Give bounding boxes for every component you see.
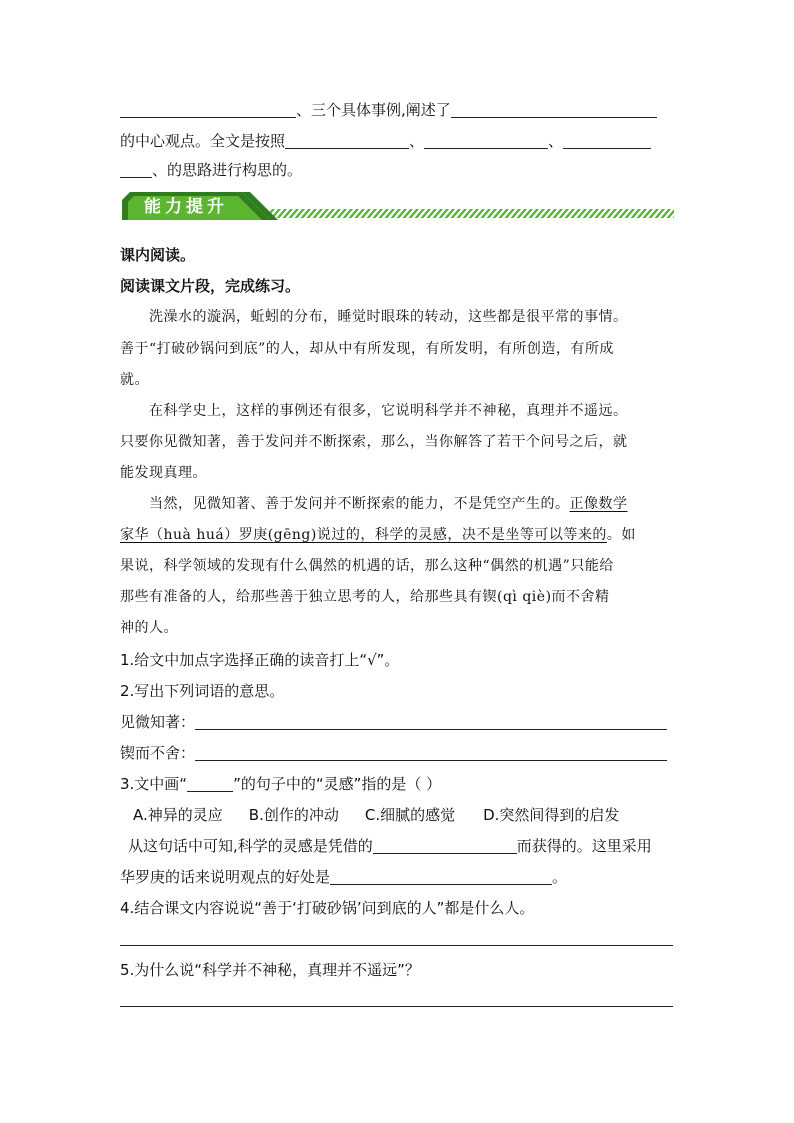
question-3-followup-2 bbox=[120, 867, 673, 887]
passage-p2-line2: 只要你见微知著，善于发问并不断探索，那么，当你解答了若干个问号之后，就 bbox=[120, 434, 628, 450]
fill-line-1 bbox=[120, 100, 673, 120]
text-structure: 、的思路进行构思的。 bbox=[152, 161, 303, 179]
underlined-sentence-end: 家华（huà huá）罗庚(gēng)说过的，科学的灵感，决不是坐等可以等来的 bbox=[120, 527, 607, 543]
followup-1-text-start: 从这句话中可知,科学的灵感是凭借的 bbox=[128, 837, 373, 855]
option-c[interactable]: C.细腻的感觉 bbox=[364, 806, 456, 824]
answer-blank-inspiration[interactable] bbox=[373, 837, 517, 854]
blank-4[interactable] bbox=[424, 132, 548, 149]
passage-p3-line3: 果说，科学领域的发现有什么偶然的机遇的话，那么这种“偶然的机遇”只能给 bbox=[120, 558, 614, 574]
passage-p3-line5: 神的人。 bbox=[120, 620, 178, 636]
question-4: 4.结合课文内容说说“善于‘打破砂锅’问到底的人”都是什么人。 bbox=[120, 899, 535, 917]
blank-6[interactable] bbox=[120, 161, 152, 178]
question-2: 2.写出下列词语的意思。 bbox=[120, 682, 285, 700]
question-3-text-end: ”的句子中的“灵感”指的是（ ） bbox=[233, 775, 442, 793]
passage-p1-line1: 洗澡水的漩涡，蚯蚓的分布，睡觉时眼珠的转动，这些都是很平常的事情。 bbox=[149, 309, 628, 325]
passage-p2-line1: 在科学史上，这样的事例还有很多，它说明科学并不神秘，真理并不遥远。 bbox=[149, 403, 628, 419]
section-title: 能力提升 bbox=[144, 197, 228, 217]
separator-2: 、 bbox=[548, 132, 564, 150]
followup-2-text-end: 。 bbox=[552, 868, 568, 886]
question-2-item-2 bbox=[120, 743, 673, 763]
option-a[interactable]: A.神异的灵应 bbox=[133, 806, 223, 824]
passage-p2-line3: 能发现真理。 bbox=[120, 465, 207, 481]
passage-p3-line2-text: 。如 bbox=[606, 527, 636, 543]
blank-2[interactable] bbox=[451, 101, 657, 118]
fill-line-3 bbox=[120, 160, 673, 180]
option-b[interactable]: B.创作的冲动 bbox=[248, 806, 339, 824]
heading-instruction: 阅读课文片段，完成练习。 bbox=[120, 277, 301, 295]
answer-blank-benefit[interactable] bbox=[330, 868, 552, 885]
passage-p1-line2: 善于“打破砂锅问到底”的人，却从中有所发现，有所发明，有所创造，有所成 bbox=[120, 341, 614, 357]
fill-line-2 bbox=[120, 131, 673, 151]
answer-line-q5[interactable] bbox=[120, 1006, 673, 1007]
text-central-view: 的中心观点。全文是按照 bbox=[120, 132, 286, 150]
passage-p3-line4: 那些有准备的人，给那些善于独立思考的人，给那些具有锲(qì qiè)而不舍精 bbox=[120, 589, 610, 605]
question-2-item-1 bbox=[120, 712, 673, 732]
question-1: 1.给文中加点字选择正确的读音打上“√”。 bbox=[120, 651, 400, 669]
underlined-sentence-start: 正像数学 bbox=[569, 496, 628, 512]
blank-5[interactable] bbox=[563, 132, 651, 149]
question-3-followup-1 bbox=[120, 836, 681, 856]
question-3-options bbox=[120, 805, 686, 825]
passage-p3-line1-text: 当然，见微知著、善于发问并不断探索的能力，不是凭空产生的。 bbox=[149, 496, 570, 512]
term-2-label: 锲而不舍： bbox=[120, 744, 196, 762]
answer-line-term-2[interactable] bbox=[195, 744, 667, 761]
heading-in-class-reading: 课内阅读。 bbox=[120, 246, 196, 264]
option-d[interactable]: D.突然间得到的启发 bbox=[483, 806, 620, 824]
passage-p3-line2 bbox=[120, 525, 673, 545]
followup-2-text-start: 华罗庚的话来说明观点的好处是 bbox=[120, 868, 331, 886]
followup-1-text-end: 而获得的。这里采用 bbox=[516, 837, 652, 855]
separator-1: 、 bbox=[409, 132, 425, 150]
term-1-label: 见微知著： bbox=[120, 713, 196, 731]
underline-mark bbox=[187, 775, 233, 792]
question-5: 5.为什么说“科学并不神秘，真理并不遥远”？ bbox=[120, 961, 420, 979]
blank-1[interactable] bbox=[120, 101, 296, 118]
answer-line-term-1[interactable] bbox=[195, 713, 667, 730]
section-banner bbox=[120, 190, 674, 224]
text-examples: 、三个具体事例,阐述了 bbox=[296, 101, 451, 119]
question-3-text-start: 3.文中画“ bbox=[120, 775, 188, 793]
blank-3[interactable] bbox=[285, 132, 409, 149]
question-3 bbox=[120, 774, 673, 794]
passage-p1-line3: 就。 bbox=[120, 372, 149, 388]
passage-p3-line1 bbox=[120, 494, 702, 514]
answer-line-q4[interactable] bbox=[120, 945, 673, 946]
